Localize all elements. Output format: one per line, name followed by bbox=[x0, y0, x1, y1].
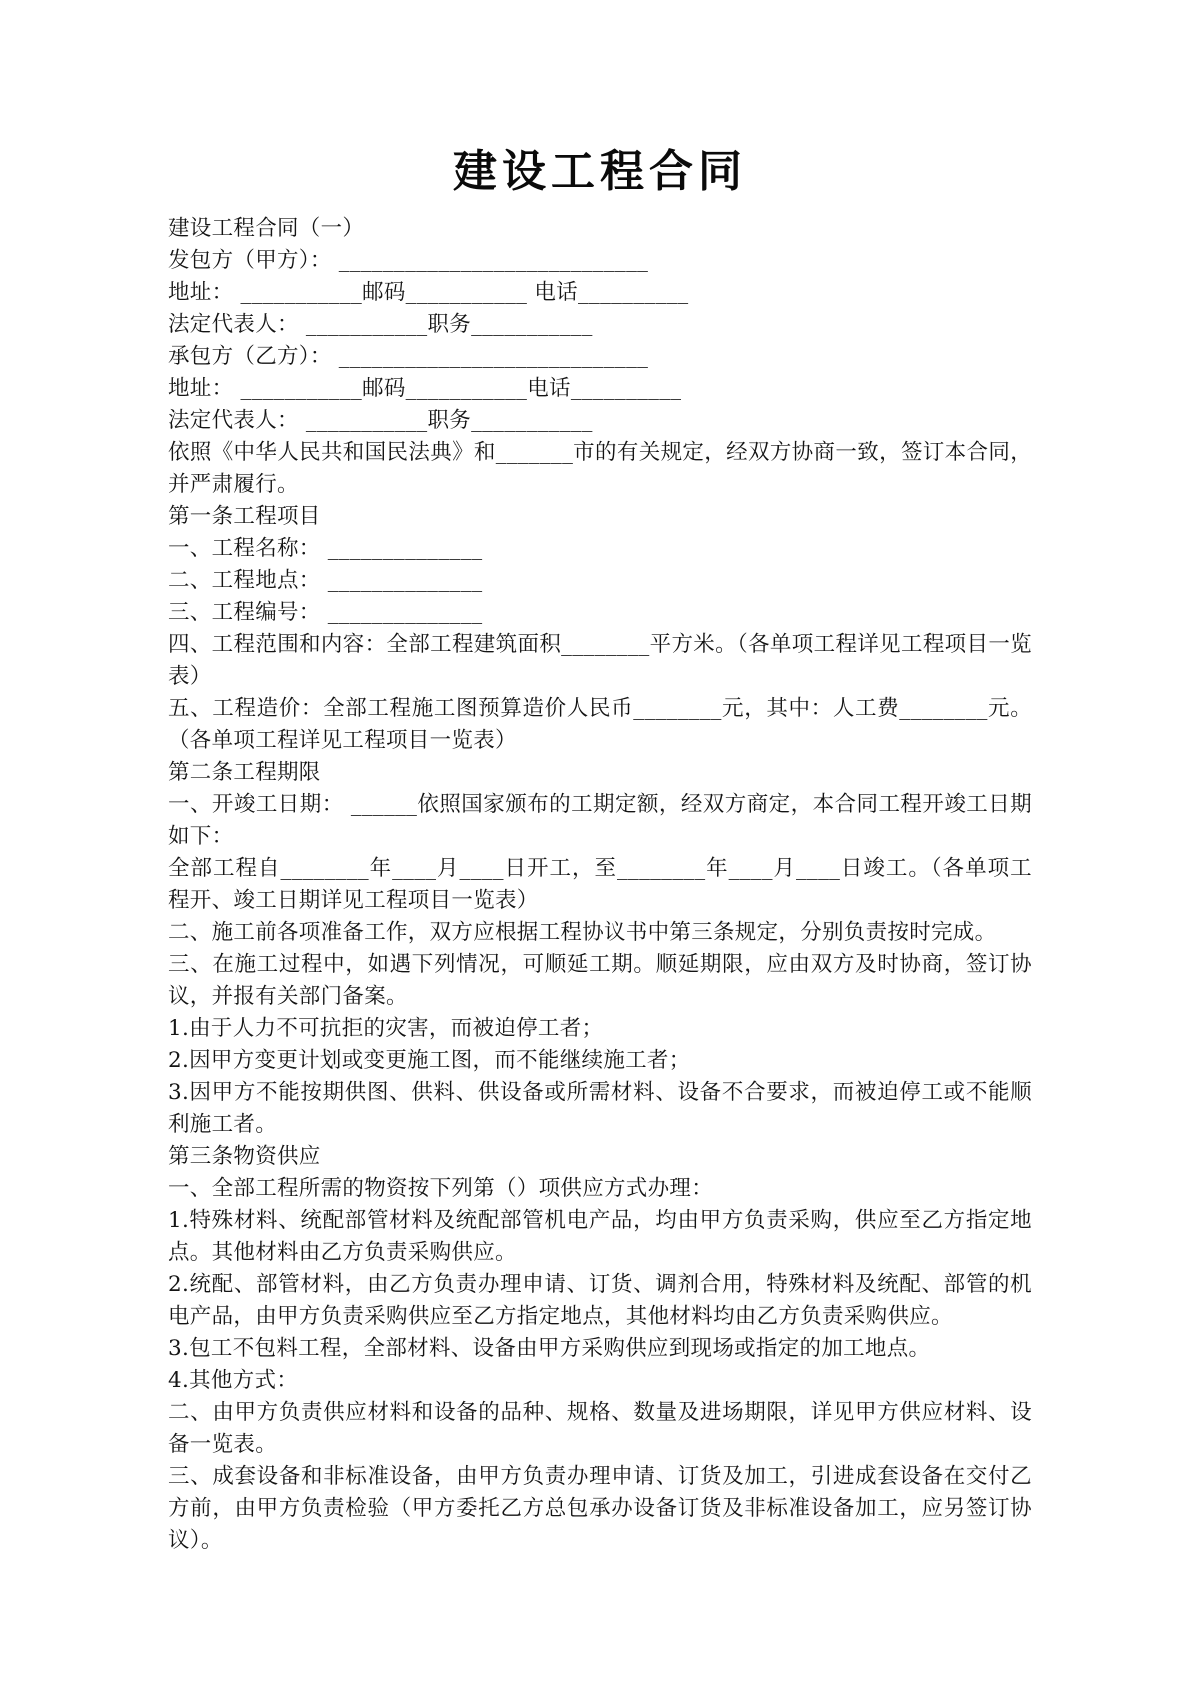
paragraph: 第三条物资供应 bbox=[168, 1143, 321, 1169]
paragraph: 第一条工程项目 bbox=[168, 503, 321, 529]
paragraph: 4.其他方式： bbox=[168, 1367, 299, 1393]
paragraph: 依照《中华人民共和国民法典》和_______市的有关规定，经双方协商一致，签订本合同，并严肃履行。 bbox=[168, 439, 1032, 497]
paragraph: 地址： ___________邮码___________电话__________ bbox=[168, 375, 682, 401]
paragraph: 第二条工程期限 bbox=[168, 759, 321, 785]
document-title: 建设工程合同 bbox=[453, 146, 747, 197]
paragraph: 全部工程自________年____月____日开工，至________年____月____日竣工。（各单项工程开、竣工日期详见工程项目一览表） bbox=[168, 855, 1032, 913]
paragraph: 二、施工前各项准备工作，双方应根据工程协议书中第三条规定，分别负责按时完成。 bbox=[168, 919, 997, 945]
paragraph: 法定代表人： ___________职务___________ bbox=[168, 311, 593, 337]
paragraph: 承包方（乙方）： ____________________________ bbox=[168, 343, 649, 369]
paragraph: 三、工程编号： ______________ bbox=[168, 599, 483, 625]
paragraph: 发包方（甲方）： ____________________________ bbox=[168, 247, 649, 273]
paragraph: 二、工程地点： ______________ bbox=[168, 567, 483, 593]
paragraph: 1.由于人力不可抗拒的灾害，而被迫停工者； bbox=[168, 1015, 604, 1041]
paragraph: 三、成套设备和非标准设备，由甲方负责办理申请、订货及加工，引进成套设备在交付乙方前，由甲方负责检验（甲方委托乙方总包承办设备订货及非标准设备加工，应另签订协议）。 bbox=[168, 1463, 1032, 1553]
paragraph: 3.因甲方不能按期供图、供料、供设备或所需材料、设备不合要求，而被迫停工或不能顺利施工者。 bbox=[168, 1079, 1032, 1137]
paragraph: 一、工程名称： ______________ bbox=[168, 535, 483, 561]
paragraph: 地址： ___________邮码___________ 电话__________ bbox=[168, 279, 689, 305]
paragraph: 三、在施工过程中，如遇下列情况，可顺延工期。顺延期限，应由双方及时协商，签订协议，并报有关部门备案。 bbox=[168, 951, 1032, 1009]
paragraph: 2.统配、部管材料，由乙方负责办理申请、订货、调剂合用，特殊材料及统配、部管的机电产品，由甲方负责采购供应至乙方指定地点，其他材料均由乙方负责采购供应。 bbox=[168, 1271, 1032, 1329]
paragraph: 四、工程范围和内容：全部工程建筑面积________平方米。（各单项工程详见工程项目一览表） bbox=[168, 631, 1032, 689]
document-body bbox=[168, 213, 1032, 1557]
paragraph: 二、由甲方负责供应材料和设备的品种、规格、数量及进场期限，详见甲方供应材料、设备一览表。 bbox=[168, 1399, 1032, 1457]
paragraph: 一、全部工程所需的物资按下列第（）项供应方式办理： bbox=[168, 1175, 714, 1201]
paragraph: 1.特殊材料、统配部管材料及统配部管机电产品，均由甲方负责采购，供应至乙方指定地点。其他材料由乙方负责采购供应。 bbox=[168, 1207, 1032, 1265]
paragraph: 建设工程合同（一） bbox=[168, 215, 365, 241]
paragraph: 五、工程造价：全部工程施工图预算造价人民币________元，其中：人工费________元。（各单项工程详见工程项目一览表） bbox=[168, 695, 1032, 753]
paragraph: 一、开竣工日期： ______依照国家颁布的工期定额，经双方商定，本合同工程开竣工日期如下： bbox=[168, 791, 1032, 849]
paragraph: 法定代表人： ___________职务___________ bbox=[168, 407, 593, 433]
paragraph: 3.包工不包料工程，全部材料、设备由甲方采购供应到现场或指定的加工地点。 bbox=[168, 1335, 931, 1361]
paragraph: 2.因甲方变更计划或变更施工图，而不能继续施工者； bbox=[168, 1047, 691, 1073]
